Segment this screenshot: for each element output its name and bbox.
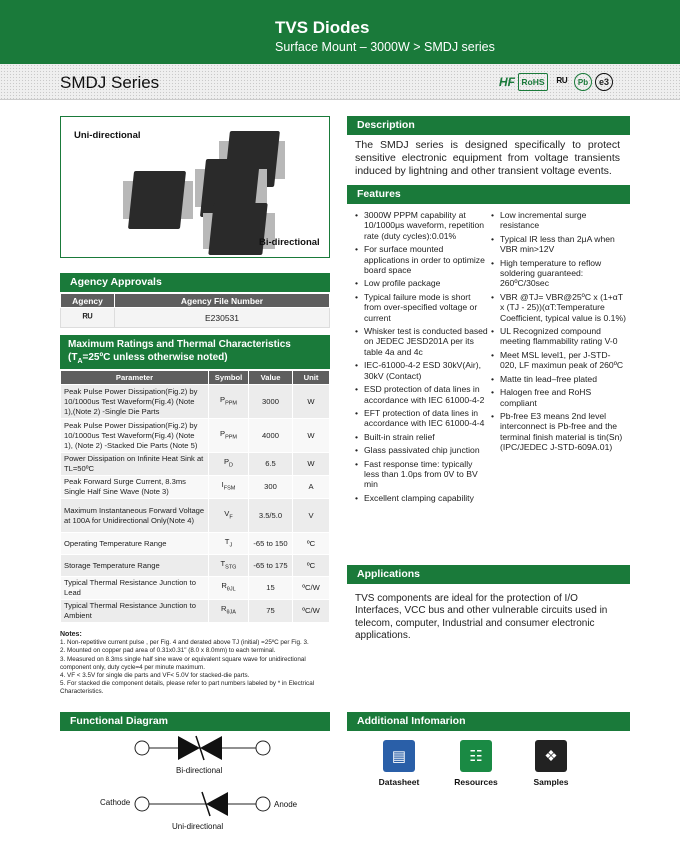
rating-symbol-base: V [224, 508, 230, 518]
symbol-col-header: Symbol [209, 371, 249, 385]
agency-approvals-heading: Agency Approvals [60, 273, 330, 292]
ratings-row [61, 385, 330, 419]
file-number-col-header: Agency File Number [115, 294, 330, 308]
page-title: TVS Diodes [275, 18, 370, 37]
rating-unit: ºC/W [293, 600, 330, 623]
ratings-row [61, 577, 330, 600]
rating-symbol-sub: FSM [223, 485, 236, 492]
rating-param: Peak Pulse Power Dissipation(Fig.2) by 10/1000us Test Waveform(Fig.4) (Note 1), (Note 2) -Stacked Die Parts (Note 5) [61, 419, 209, 453]
applications-heading: Applications [347, 565, 630, 584]
applications-text: TVS components are ideal for the protection of I/O Interfaces, VCC bus and other vulnerable circuits used in telecom, computer, Industrial and consumer electronic applications. [355, 593, 608, 642]
feature-item: • Built-in strain relief [355, 432, 489, 442]
bi-directional-label: Bi-directional [259, 237, 320, 248]
rating-value: 15 [249, 577, 293, 600]
rating-symbol-sub: θJA [226, 609, 236, 616]
uni-directional-symbol [135, 792, 270, 816]
feature-item: • Whisker test is conducted based on JEDEC JESD201A per its table 4a and 4c [355, 326, 489, 357]
rating-symbol-base: P [220, 428, 226, 438]
resources-link[interactable] [441, 740, 511, 787]
chip-bi-left [128, 171, 186, 229]
datasheet-icon[interactable]: ▤ [383, 740, 415, 772]
bi-directional-caption: Bi-directional [176, 766, 223, 775]
unit-col-header: Unit [293, 371, 330, 385]
ratings-table [60, 370, 330, 623]
feature-item: • IEC-61000-4-2 ESD 30kV(Air), 30kV (Contact) [355, 360, 489, 381]
ratings-row [61, 453, 330, 476]
samples-icon[interactable]: ❖ [535, 740, 567, 772]
features-left-column [355, 210, 489, 506]
series-title: SMDJ Series [60, 73, 160, 92]
features-right-column [491, 210, 626, 456]
rating-symbol-sub: D [229, 462, 234, 469]
agency-table [60, 293, 330, 328]
feature-item: • Fast response time: typically less than 1.0ps from 0V to BV min [355, 459, 489, 490]
rating-param: Peak Forward Surge Current, 8.3ms Single Half Sine Wave (Note 3) [61, 476, 209, 499]
resources-label[interactable]: Resources [454, 777, 498, 787]
rating-symbol-base: T [224, 536, 230, 546]
ratings-row [61, 533, 330, 555]
rating-symbol-base: R [221, 604, 227, 614]
anode-label: Anode [274, 800, 298, 809]
notes [60, 631, 332, 697]
rating-symbol [209, 499, 249, 533]
rating-param: Operating Temperature Range [61, 533, 209, 555]
functional-diagram-heading: Functional Diagram [60, 712, 330, 731]
feature-item: • Meet MSL level1, per J-STD-020, LF maximun peak of 260ºC [491, 350, 626, 371]
rating-param: Typical Thermal Resistance Junction to Lead [61, 577, 209, 600]
series-bar [0, 64, 680, 100]
rating-symbol-base: R [221, 581, 227, 591]
feature-item: • Low profile package [355, 278, 489, 288]
description-text: The SMDJ series is designed specifically to protect sensitive electronic equipment from voltage transients induced by lightning and other transient voltage events. [355, 139, 620, 178]
ratings-heading-a: (T [68, 352, 78, 363]
value-col-header: Value [249, 371, 293, 385]
rating-symbol-base: I [221, 480, 224, 490]
additional-info-heading: Additional Infomarion [347, 712, 630, 731]
feature-item: • Excellent clamping capability [355, 493, 489, 503]
rating-unit: A [293, 476, 330, 499]
rating-value: -65 to 150 [249, 533, 293, 555]
feature-item: • Low incremental surge resistance [491, 210, 626, 231]
rating-symbol-base: P [223, 457, 230, 467]
rating-symbol [209, 577, 249, 600]
header-banner [0, 0, 680, 64]
rating-value: 6.5 [249, 453, 293, 476]
rohs-icon: RoHS [518, 73, 548, 91]
resources-icon[interactable]: ☷ [460, 740, 492, 772]
rating-symbol [209, 555, 249, 577]
rating-symbol-sub: PPM [225, 434, 237, 441]
ratings-row [61, 555, 330, 577]
rating-symbol-sub: PPM [225, 400, 237, 407]
diagram-svg [60, 730, 330, 850]
rating-symbol-sub: J [229, 542, 233, 549]
note-item: 1. Non-repetitive current pulse , per Fig. 4 and derated above TJ (initial) =25ºC per Fig. 3. [60, 639, 309, 647]
rating-symbol-base: T [220, 558, 226, 568]
rating-symbol-sub: STG [225, 564, 237, 571]
feature-item: • Matte tin lead–free plated [491, 374, 626, 384]
datasheet-label[interactable]: Datasheet [378, 777, 420, 787]
rating-symbol-base: P [220, 394, 226, 404]
rating-param: Peak Pulse Power Dissipation(Fig.2) by 10/1000us Test Waveform(Fig.4) (Note 1),(Note 2) -Single Die Parts [61, 385, 209, 419]
rating-value: -65 to 175 [249, 555, 293, 577]
breadcrumb: Surface Mount – 3000W > SMDJ series [275, 40, 495, 54]
rating-unit: W [293, 453, 330, 476]
rating-symbol [209, 600, 249, 623]
ratings-row [61, 499, 330, 533]
samples-link[interactable] [516, 740, 586, 787]
ratings-heading-b: =25ºC unless otherwise noted) [82, 352, 228, 363]
note-item: 3. Measured on 8.3ms single half sine wave or equivalent square wave for unidirectional component only, duty cycle=4 per minute maximum. [60, 655, 306, 671]
note-item: 2. Mounted on copper pad area of 0.31x0.31" (8.0 x 8.0mm) to each terminal. [60, 647, 276, 655]
rating-value: 4000 [249, 419, 293, 453]
ul-recognized-icon: ᴿᵁ [556, 75, 568, 89]
description-heading: Description [347, 116, 630, 135]
ul-mark-icon: ᴿᵁ [61, 308, 115, 328]
ratings-row [61, 476, 330, 499]
parameter-col-header: Parameter [61, 371, 209, 385]
feature-item: • High temperature to reflow soldering guaranteed: 260ºC/30sec [491, 258, 626, 289]
rating-symbol [209, 453, 249, 476]
rating-unit: ºC/W [293, 577, 330, 600]
cathode-label: Cathode [100, 798, 131, 807]
note-item: 4. VF < 3.5V for single die parts and VF< 5.0V for stacked-die parts. [60, 672, 250, 680]
feature-item: • Typical failure mode is short from over-specified voltage or current [355, 292, 489, 323]
feature-item: • ESD protection of data lines in accordance with IEC 61000-4-2 [355, 384, 489, 405]
ratings-heading-line1: Maximum Ratings and Thermal Characteristics [68, 339, 291, 350]
rating-symbol-sub: F [229, 514, 233, 521]
rating-param: Typical Thermal Resistance Junction to Ambient [61, 600, 209, 623]
rating-symbol [209, 476, 249, 499]
agency-file-number: E230531 [115, 308, 330, 328]
feature-item: • Typical IR less than 2μA when VBR min>12V [491, 234, 626, 255]
rating-param: Storage Temperature Range [61, 555, 209, 577]
ratings-heading-sub: A [77, 358, 83, 365]
feature-item: • Glass passivated chip junction [355, 445, 489, 455]
rating-param: Maximum Instantaneous Forward Voltage at 100A for Unidirectional Only(Note 4) [61, 499, 209, 533]
notes-title: Notes: [60, 631, 82, 638]
uni-directional-caption: Uni-directional [172, 822, 224, 831]
rating-symbol [209, 419, 249, 453]
functional-diagram [60, 730, 330, 850]
rating-unit: W [293, 385, 330, 419]
rating-unit: ºC [293, 533, 330, 555]
e3-icon: e3 [595, 73, 613, 91]
feature-item: • For surface mounted applications in order to optimize board space [355, 244, 489, 275]
rating-value: 300 [249, 476, 293, 499]
ratings-row [61, 600, 330, 623]
product-photo [60, 116, 330, 258]
rating-value: 3.5/5.0 [249, 499, 293, 533]
uni-directional-label: Uni-directional [74, 130, 141, 141]
rating-symbol [209, 385, 249, 419]
rating-value: 75 [249, 600, 293, 623]
rating-param: Power Dissipation on Infinite Heat Sink at TL=50ºC [61, 453, 209, 476]
feature-item: • Pb-free E3 means 2nd level interconnect is Pb-free and the terminal finish material is tin(Sn) (IPC/JEDEC J-STD-609A.01) [491, 411, 626, 453]
halogen-free-icon: HF [499, 75, 515, 89]
pb-free-icon: Pb [574, 73, 592, 91]
samples-label[interactable]: Samples [533, 777, 569, 787]
rating-symbol [209, 533, 249, 555]
ratings-heading-line2 [68, 351, 322, 368]
rating-unit: V [293, 499, 330, 533]
feature-item: • EFT protection of data lines in accordance with IEC 61000-4-4 [355, 408, 489, 429]
rating-symbol-sub: θJL [226, 586, 236, 593]
ratings-heading [60, 335, 330, 369]
rating-unit: ºC [293, 555, 330, 577]
feature-item: • UL Recognized compound meeting flammability rating V-0 [491, 326, 626, 347]
feature-item: • 3000W PPPM capability at 10/1000μs waveform, repetition rate (duty cycles):0.01% [355, 210, 489, 241]
note-item: 5. For stacked die component details, please refer to part numbers labeled by * in Electrical Characteristics. [60, 680, 315, 696]
rating-unit: W [293, 419, 330, 453]
datasheet-link[interactable] [364, 740, 434, 787]
agency-col-header: Agency [61, 294, 115, 308]
rating-value: 3000 [249, 385, 293, 419]
features-heading: Features [347, 185, 630, 204]
feature-item: • Halogen free and RoHS compliant [491, 387, 626, 408]
feature-item: • VBR @TJ= VBR@25ºC x (1+αT x (TJ - 25))(αT:Temperature Coefficient, typical value is 0.1%) [491, 292, 626, 323]
ratings-row [61, 419, 330, 453]
bi-directional-symbol [135, 736, 270, 760]
